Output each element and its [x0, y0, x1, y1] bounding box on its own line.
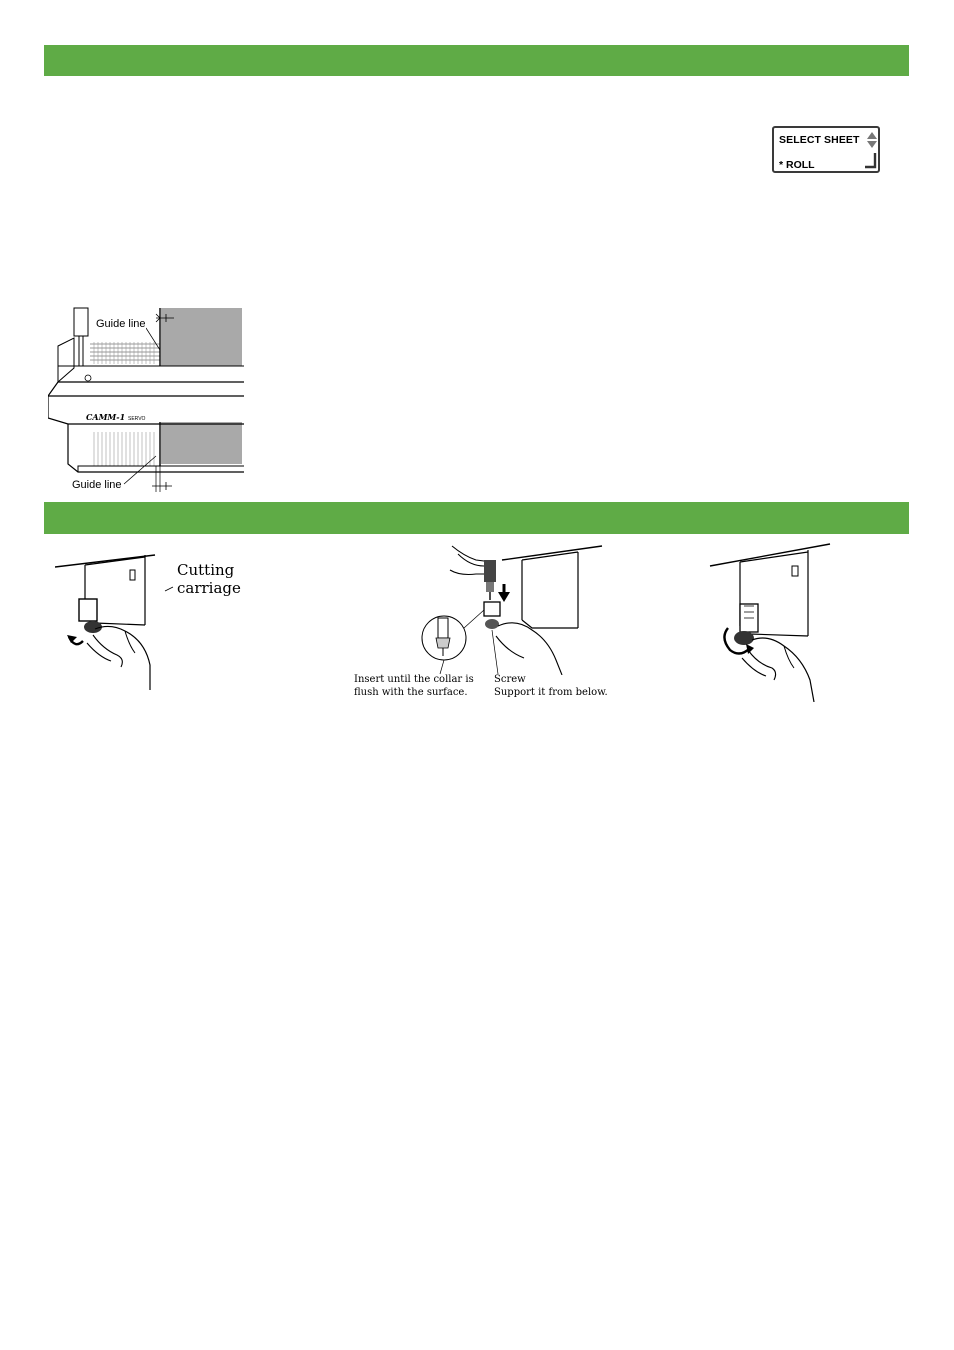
section-header-bar-1: [44, 45, 909, 76]
plotter-illustration: [48, 306, 244, 496]
lcd-line-1: SELECT SHEET: [779, 134, 860, 146]
blade-insert-illustration: [352, 540, 612, 705]
screw-caption-line-2: Support it from below.: [494, 687, 608, 698]
insert-caption-line-1: Insert until the collar is: [354, 674, 474, 685]
brand-mark: CAMM-1: [86, 412, 126, 422]
lcd-line-2: * ROLL: [779, 159, 815, 171]
guide-line-label-bottom: Guide line: [72, 479, 122, 491]
lcd-display: [772, 126, 880, 173]
carriage-illustration: [55, 545, 295, 690]
tighten-screw-illustration: [706, 540, 846, 702]
section-header-bar-2: [44, 502, 909, 534]
up-down-arrows-icon: [866, 131, 878, 149]
cutting-carriage-label: Cutting carriage: [177, 561, 241, 597]
enter-icon: [864, 152, 878, 170]
screw-caption-line-1: Screw: [494, 674, 526, 685]
insert-caption-line-2: flush with the surface.: [354, 687, 468, 698]
svg-text:SERVO: SERVO: [128, 416, 146, 422]
guide-line-label-top: Guide line: [96, 318, 146, 330]
guide-line-figure: [48, 306, 244, 496]
